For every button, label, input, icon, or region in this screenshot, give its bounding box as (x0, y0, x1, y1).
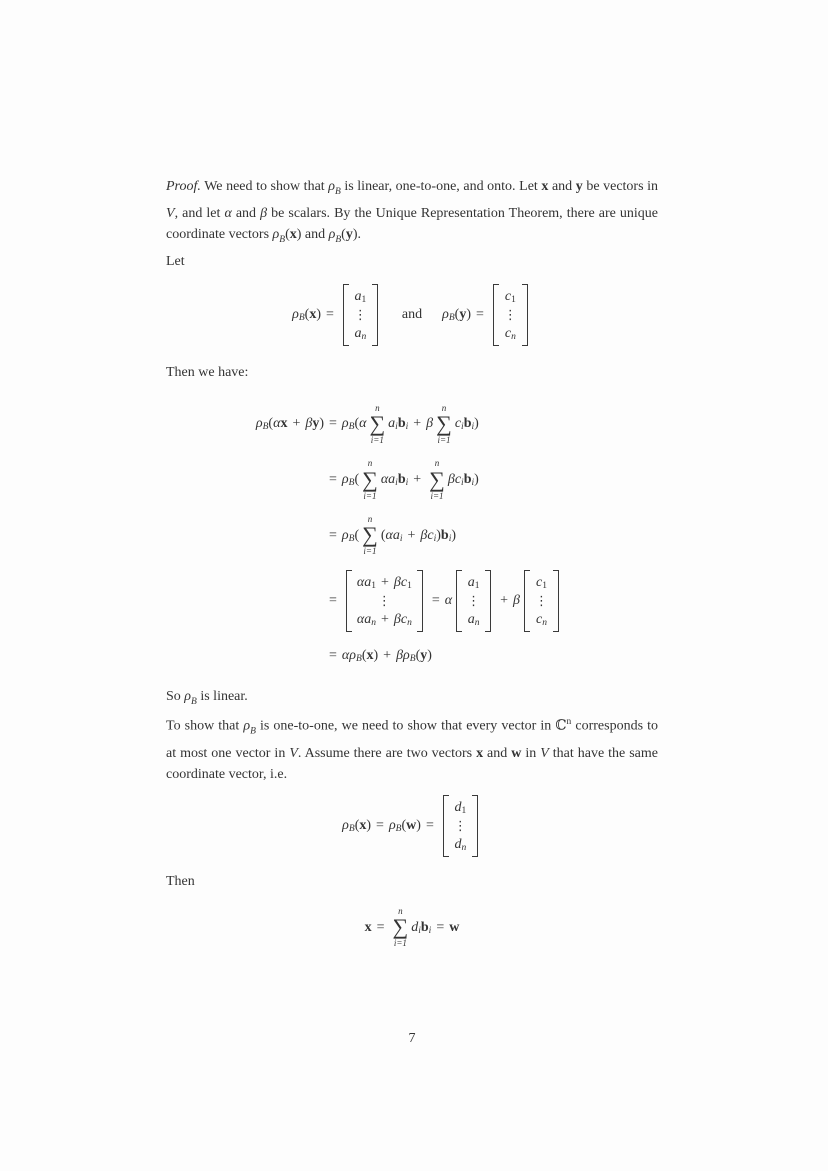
text-run: We need to show that (200, 179, 329, 194)
sum-icon: ∑ (436, 410, 452, 436)
vertical-dots: ⋮ (503, 306, 517, 322)
math-subscript-B: B (348, 478, 355, 489)
sum-icon: ∑ (429, 466, 445, 492)
paragraph-then (166, 871, 658, 892)
math-token-c: c (400, 574, 408, 590)
summation (369, 403, 385, 446)
math-subscript-B: B (348, 824, 355, 835)
math-subscript-1: 1 (407, 580, 412, 591)
math-token-paren: ( (354, 472, 360, 488)
equals-sign: = (376, 919, 385, 935)
math-token-rho: ρ (184, 688, 192, 704)
equals-sign: = (329, 527, 337, 543)
math-run (342, 469, 359, 490)
math-subscript-i: i (418, 925, 421, 936)
math-token-paren: ) (366, 818, 372, 834)
math-vector-y: y (312, 416, 320, 432)
sum-upper-limit: n (398, 905, 403, 916)
plus-sign: + (413, 416, 422, 432)
equation-same-coordinate-vector (166, 795, 658, 857)
chain-row-1 (166, 403, 658, 446)
text-run: corresponds to at most one vector in (166, 719, 658, 761)
math-token-rho: ρ (341, 527, 349, 543)
summation (436, 403, 452, 446)
math-token-c: c (454, 416, 462, 432)
equals-sign: = (476, 307, 484, 323)
math-subscript-i: i (405, 478, 409, 489)
sum-lower-limit: i=1 (437, 434, 451, 445)
text-run: and (548, 179, 576, 194)
math-token-a: a (388, 472, 396, 488)
math-run (495, 590, 520, 611)
text-run: is linear, one-to-one, and onto. Let (340, 179, 542, 194)
text-run: be scalars. By the Unique Representation Theorem, there are unique coordinate vectors (166, 205, 659, 242)
sum-upper-limit: n (375, 402, 380, 413)
math-vector-b: b (463, 472, 472, 488)
matrix-cell (355, 288, 367, 305)
math-token-paren: ) (316, 307, 321, 323)
equals-sign: = (329, 593, 337, 609)
math-vector-w: w (406, 818, 417, 834)
plus-sign: + (500, 593, 509, 609)
plus-sign: + (413, 472, 422, 488)
math-subscript-B: B (279, 234, 286, 245)
math-run (455, 413, 479, 434)
chain-row-5 (166, 645, 658, 666)
math-subscript-B: B (448, 313, 455, 324)
math-subscript-i: i (405, 422, 409, 433)
matrix-cell (357, 611, 412, 628)
summation (362, 458, 378, 501)
matrix-cell (468, 611, 480, 628)
equals-sign: = (329, 416, 337, 432)
paragraph-proof-intro (166, 176, 658, 251)
math-subscript-i: i (471, 422, 475, 433)
math-token-d: d (411, 919, 419, 935)
math-subscript-i: i (461, 422, 464, 433)
math-vector-y: y (420, 647, 428, 663)
sum-lower-limit: i=1 (393, 938, 407, 949)
math-subscript-1: 1 (474, 580, 480, 591)
math-token-paren: ( (268, 416, 274, 432)
math-run (448, 469, 479, 490)
math-run (427, 590, 452, 611)
bracket-right (485, 570, 491, 632)
chain-row-2 (166, 458, 658, 501)
paragraph-let (166, 251, 658, 272)
math-token-d: d (454, 836, 462, 852)
math-subscript-n: n (461, 842, 467, 853)
text-run: and (301, 226, 329, 242)
math-vector-b: b (463, 416, 472, 432)
bracket-right (372, 284, 378, 346)
math-token-a: a (467, 611, 475, 627)
matrix-column (349, 284, 372, 346)
math-run (388, 413, 433, 434)
math-token-alpha: α (359, 416, 367, 432)
summation (393, 906, 409, 949)
text-run: and (231, 205, 261, 221)
equation-linearity-chain (166, 403, 658, 666)
math-token-V: V (289, 745, 298, 761)
math-token-rho: ρ (341, 416, 349, 432)
math-token-a: a (467, 574, 475, 590)
math-token-paren: ( (341, 226, 346, 242)
equals-sign: = (376, 818, 384, 834)
math-token-beta: β (305, 416, 313, 432)
paragraph-then-we-have (166, 362, 658, 383)
math-token-paren: ( (285, 226, 290, 242)
math-token-c: c (504, 325, 512, 341)
math-vector-x: x (280, 416, 288, 432)
math-subscript-i: i (399, 533, 403, 544)
math-vector-x: x (476, 745, 484, 761)
equation-x-equals-w (166, 906, 658, 949)
vertical-dots: ⋮ (453, 817, 467, 833)
math-token-V: V (166, 205, 175, 221)
math-token-alpha: α (356, 574, 365, 590)
math-token-beta: β (396, 647, 404, 663)
proof-label: Proof. (166, 179, 201, 194)
math-vector-b: b (397, 416, 406, 432)
plus-sign: + (383, 647, 392, 663)
math-token-paren: ) (427, 647, 432, 663)
text-run: So (166, 688, 185, 704)
math-token-complex-set: ℂ (555, 719, 567, 735)
math-run (342, 413, 367, 434)
math-subscript-1: 1 (461, 805, 467, 816)
math-subscript-n: n (371, 617, 377, 628)
math-token-beta: β (393, 574, 401, 590)
math-token-alpha: α (385, 527, 393, 543)
matrix-column (530, 570, 553, 632)
matrix-a (456, 570, 491, 632)
matrix-cell (505, 288, 516, 305)
math-vector-x: x (366, 647, 374, 663)
equals-sign: = (329, 647, 337, 663)
math-run (342, 815, 439, 836)
math-run (342, 645, 432, 666)
math-run (442, 304, 489, 325)
sum-upper-limit: n (441, 402, 447, 413)
math-vector-y: y (575, 179, 583, 194)
plus-sign: + (292, 416, 301, 432)
vertical-dots: ⋮ (467, 592, 481, 608)
math-run (292, 304, 339, 325)
sum-icon: ∑ (369, 410, 386, 436)
math-subscript-B: B (335, 234, 342, 245)
sum-lower-limit: i=1 (370, 434, 384, 445)
sum-icon: ∑ (362, 466, 378, 492)
text-run: . Assume there are two vectors (297, 745, 477, 761)
math-token-alpha: α (356, 611, 365, 627)
text-run: and (483, 745, 512, 761)
math-token-alpha: α (341, 647, 350, 663)
matrix-cell (536, 574, 547, 591)
math-subscript-n: n (542, 617, 548, 628)
sum-upper-limit: n (367, 458, 373, 469)
text-run: that have the same coordinate vector, i.e. (166, 745, 658, 782)
math-subscript-B: B (334, 186, 341, 197)
math-token-alpha: α (380, 472, 389, 488)
sum-lower-limit: i=1 (363, 490, 377, 501)
math-token-beta: β (426, 416, 434, 432)
math-subscript-i: i (471, 478, 475, 489)
text-run: in (521, 745, 541, 761)
math-vector-x: x (541, 179, 549, 194)
math-vector-x: x (364, 919, 372, 935)
math-subscript-i: i (448, 533, 452, 544)
math-token-paren: ( (354, 527, 360, 543)
text-run: Then (166, 873, 195, 889)
math-vector-y: y (459, 307, 467, 323)
bracket-right (417, 570, 423, 632)
math-token-c: c (454, 472, 462, 488)
matrix-cell (536, 611, 547, 628)
math-token-beta: β (513, 593, 521, 609)
plus-sign: + (381, 574, 389, 590)
math-vector-x: x (289, 226, 297, 242)
math-token-c: c (400, 611, 408, 627)
math-token-a: a (392, 527, 400, 543)
math-token-alpha: α (273, 416, 281, 432)
vertical-dots: ⋮ (377, 592, 391, 608)
sum-upper-limit: n (434, 458, 440, 469)
math-vector-w: w (511, 745, 522, 761)
math-token-d: d (454, 799, 462, 815)
math-vector-b: b (440, 527, 449, 543)
math-superscript-n: n (566, 717, 572, 728)
math-vector-x: x (359, 818, 367, 834)
math-token-rho: ρ (341, 472, 349, 488)
math-run (256, 413, 324, 434)
math-subscript-B: B (191, 696, 197, 707)
page-content (166, 176, 658, 949)
math-token-paren: ( (454, 307, 460, 323)
math-token-c: c (504, 288, 512, 304)
matrix-column (352, 570, 417, 632)
math-subscript-i: i (461, 478, 464, 489)
bracket-right (522, 284, 528, 346)
sum-icon: ∑ (392, 914, 409, 940)
matrix-cell (454, 799, 466, 816)
sum-icon: ∑ (362, 522, 378, 548)
math-token-alpha: α (224, 205, 232, 221)
math-subscript-1: 1 (361, 294, 367, 305)
paragraph-so-linear (166, 686, 658, 713)
math-token-a: a (354, 325, 362, 341)
math-token-paren: ( (401, 818, 407, 834)
math-token-paren: ( (361, 647, 367, 663)
text-run: Let (166, 253, 185, 269)
math-subscript-B: B (356, 653, 362, 664)
math-subscript-n: n (474, 617, 480, 628)
text-run: is one-to-one, we need to show that every vector in (255, 719, 556, 735)
math-token-paren: ) (416, 818, 421, 834)
math-token-paren: ( (415, 647, 421, 663)
math-token-alpha: α (444, 593, 453, 609)
math-token-rho: ρ (272, 226, 280, 242)
matrix-c (524, 570, 559, 632)
math-token-paren: ( (354, 818, 360, 834)
bracket-right (553, 570, 559, 632)
math-subscript-B: B (348, 422, 355, 433)
math-subscript-B: B (409, 653, 416, 664)
math-token-rho: ρ (292, 307, 299, 323)
page-number: 7 (408, 1031, 416, 1046)
math-run (342, 525, 359, 546)
matrix-column (462, 570, 485, 632)
math-token-paren: ) (352, 226, 358, 242)
math-token-a: a (354, 288, 362, 304)
math-subscript-i: i (395, 422, 398, 433)
math-run (365, 917, 390, 938)
text-run: is linear. (196, 688, 248, 704)
math-token-paren: ( (304, 307, 310, 323)
matrix-column (449, 795, 472, 857)
plus-sign: + (407, 527, 416, 543)
math-token-paren: ( (354, 416, 360, 432)
math-vector-w: w (449, 919, 460, 935)
text-run: To show that (166, 719, 244, 735)
matrix-cell (355, 325, 367, 342)
chain-row-4 (166, 570, 658, 632)
equals-sign: = (325, 307, 334, 323)
math-token-rho: ρ (243, 719, 251, 735)
math-subscript-B: B (250, 726, 256, 737)
math-subscript-1: 1 (371, 580, 377, 591)
math-token-paren: ) (319, 416, 324, 432)
math-token-beta: β (260, 205, 268, 221)
math-token-paren: ) (296, 226, 302, 242)
matrix-c (493, 284, 528, 346)
math-token-rho: ρ (388, 818, 396, 834)
math-run (381, 469, 426, 490)
equation-coordinate-definitions (166, 284, 658, 346)
paragraph-one-to-one (166, 712, 658, 784)
math-token-rho: ρ (349, 647, 356, 663)
matrix-a (343, 284, 378, 346)
math-token-paren: ) (451, 527, 457, 543)
math-token-paren: ( (380, 527, 386, 543)
plus-sign: + (381, 611, 389, 627)
matrix-d (443, 795, 478, 857)
summation (362, 514, 378, 557)
text-run: be vectors in (582, 179, 659, 194)
chain-row-3 (166, 514, 658, 557)
math-subscript-1: 1 (542, 580, 548, 591)
equals-sign: = (436, 919, 445, 935)
sum-lower-limit: i=1 (430, 490, 444, 501)
text-run: Then we have: (166, 364, 249, 380)
math-subscript-B: B (395, 824, 402, 835)
math-token-a: a (388, 416, 396, 432)
math-token-beta: β (393, 611, 401, 627)
bracket-right (472, 795, 478, 857)
matrix-cell (468, 574, 480, 591)
matrix-alpha-a-plus-beta-c (346, 570, 423, 632)
math-subscript-1: 1 (511, 294, 516, 305)
math-vector-b: b (420, 919, 429, 935)
math-vector-y: y (345, 226, 353, 242)
math-token-beta: β (420, 527, 428, 543)
math-token-rho: ρ (328, 179, 335, 194)
math-token-rho: ρ (328, 226, 336, 242)
matrix-cell (357, 574, 412, 591)
math-vector-x: x (309, 307, 317, 323)
text-run: . (357, 226, 362, 242)
math-subscript-n: n (361, 331, 367, 342)
math-token-rho: ρ (342, 818, 349, 834)
and-word: and (401, 307, 423, 323)
math-subscript-B: B (298, 313, 305, 324)
matrix-cell (454, 836, 466, 853)
matrix-cell (505, 325, 516, 342)
sum-lower-limit: i=1 (363, 546, 377, 557)
math-run (411, 917, 459, 938)
equals-sign: = (329, 472, 337, 488)
summation (429, 458, 445, 501)
math-subscript-n: n (407, 617, 412, 628)
math-subscript-B: B (262, 422, 269, 433)
matrix-column (499, 284, 522, 346)
math-token-paren: ) (474, 416, 479, 432)
math-token-rho: ρ (255, 416, 263, 432)
equals-sign: = (425, 818, 434, 834)
math-token-paren: ) (373, 647, 379, 663)
math-subscript-B: B (348, 533, 355, 544)
equals-sign: = (431, 593, 440, 609)
math-token-beta: β (447, 472, 455, 488)
math-subscript-i: i (428, 925, 432, 936)
text-run: , and let (174, 205, 225, 221)
chain-lhs (166, 413, 324, 434)
math-token-paren: ) (436, 527, 441, 543)
sum-upper-limit: n (367, 513, 373, 524)
math-token-a: a (364, 611, 372, 627)
math-token-c: c (427, 527, 434, 543)
vertical-dots: ⋮ (535, 592, 549, 608)
math-subscript-i: i (433, 533, 437, 544)
math-token-rho: ρ (442, 307, 449, 323)
math-run (381, 525, 456, 546)
math-token-rho: ρ (403, 647, 410, 663)
vertical-dots: ⋮ (353, 306, 367, 322)
math-token-c: c (536, 611, 543, 627)
math-subscript-i: i (395, 478, 398, 489)
math-token-V: V (540, 745, 549, 761)
math-vector-b: b (397, 472, 406, 488)
math-token-paren: ) (474, 472, 479, 488)
math-token-c: c (536, 574, 543, 590)
math-subscript-n: n (511, 331, 516, 342)
math-token-a: a (364, 574, 372, 590)
math-token-paren: ) (466, 307, 471, 323)
